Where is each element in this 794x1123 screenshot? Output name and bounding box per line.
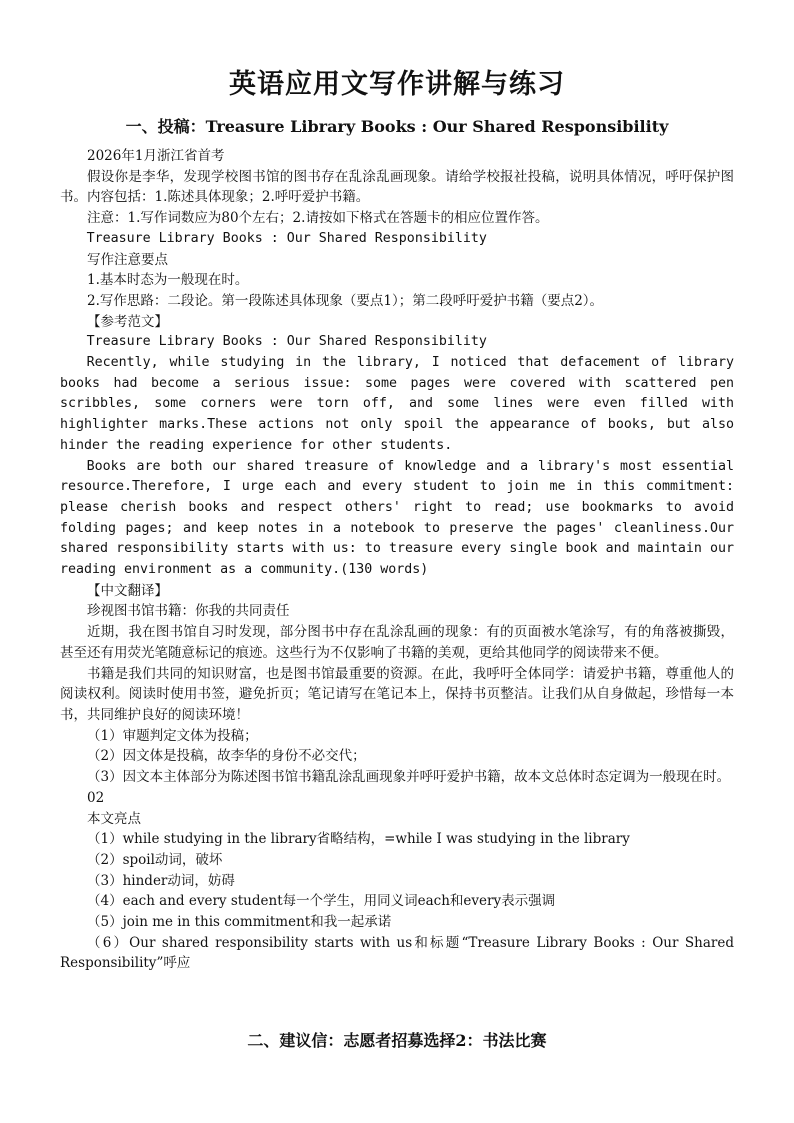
section-marker: 02 xyxy=(87,789,105,806)
sample-paragraph-1: Recently, while studying in the library, I noticed that defacement of library books had become a serious issue: some pages were covered with scattered pen scribbles, some corners were torn off, and some lines were even filled with highlighter marks.These actions not only spoil the appearance of books, but also hinder the reading experience for other students. xyxy=(60,355,734,453)
tip-1: 1.基本时态为一般现在时。 xyxy=(87,272,249,289)
highlight-item-5: （5）join me in this commitment和我一起承诺 xyxy=(87,914,392,931)
page-title: 英语应用文写作讲解与练习 xyxy=(229,69,565,100)
prompt-paragraph: 假设你是李华，发现学校图书馆的图书存在乱涂乱画现象。请给学校报社投稿，说明具体情况，呼吁保护图书。内容包括：1.陈述具体现象；2.呼吁爱护书籍。 xyxy=(60,168,734,206)
translation-paragraph-2: 书籍是我们共同的知识财富，也是图书馆最重要的资源。在此，我呼吁全体同学：请爱护书籍，尊重他人的阅读权利。阅读时使用书签，避免折页；笔记请写在笔记本上，保持书页整洁。让我们从自身做起，珍惜每一本书，共同维护良好的阅读环境！ xyxy=(60,665,734,723)
highlight-item-2: （2）spoil动词，破坏 xyxy=(87,851,223,868)
translation-heading: 【中文翻译】 xyxy=(87,582,168,599)
tip-2: 2.写作思路：二段论。第一段陈述具体现象（要点1）；第二段呼吁爱护书籍（要点2）。 xyxy=(87,292,604,309)
sample-title: Treasure Library Books : Our Shared Responsibility xyxy=(86,334,487,350)
analysis-item-2: （2）因文体是投稿，故李华的身份不必交代； xyxy=(87,748,366,765)
analysis-item-3: （3）因文本主体部分为陈述图书馆书籍乱涂乱画现象并呼吁爱护书籍，故本文总体时态定调为一般现在时。 xyxy=(87,769,731,786)
document-body xyxy=(60,146,734,974)
highlight-item-1: （1）while studying in the library省略结构，=while I was studying in the library xyxy=(87,831,630,848)
sample-heading: 【参考范文】 xyxy=(87,313,168,330)
translation-title: 珍视图书馆书籍：你我的共同责任 xyxy=(87,603,290,620)
highlights-heading: 本文亮点 xyxy=(87,810,141,827)
source-line: 2026年1月浙江省首考 xyxy=(87,148,225,164)
sample-paragraph-2: Books are both our shared treasure of knowledge and a library's most essential resource.Therefore, I urge each and every student to join me in this commitment: please cherish books and respect others' right to read; use bookmarks to avoid folding pages; and keep notes in a notebook to preserve the pages' cleanliness.Our shared responsibility starts with us: to treasure every single book and maintain our reading environment as a community.(130 words) xyxy=(60,458,734,578)
note-line: 注意：1.写作词数应为80个左右；2.请按如下格式在答题卡的相应位置作答。 xyxy=(87,210,549,227)
highlight-item-4: （4）each and every student每一个学生，用同义词each和every表示强调 xyxy=(87,893,556,910)
analysis-item-1: （1）审题判定文体为投稿； xyxy=(87,727,258,744)
translation-paragraph-1: 近期，我在图书馆自习时发现，部分图书中存在乱涂乱画的现象：有的页面被水笔涂写，有的角落被撕毁，甚至还有用荧光笔随意标记的痕迹。这些行为不仅影响了书籍的美观，更给其他同学的阅读带来不便。 xyxy=(60,624,734,661)
section-heading-1: 一、投稿：Treasure Library Books : Our Shared Responsibility xyxy=(125,117,669,136)
highlight-item-6: （6）Our shared responsibility starts with us和标题“Treasure Library Books : Our Shared Responsibility”呼应 xyxy=(60,934,734,972)
highlight-item-3: （3）hinder动词，妨碍 xyxy=(87,872,235,889)
tips-heading: 写作注意要点 xyxy=(87,251,168,268)
section-heading-2: 二、建议信：志愿者招募选择2：书法比赛 xyxy=(247,1031,547,1050)
format-title: Treasure Library Books : Our Shared Responsibility xyxy=(86,230,487,246)
